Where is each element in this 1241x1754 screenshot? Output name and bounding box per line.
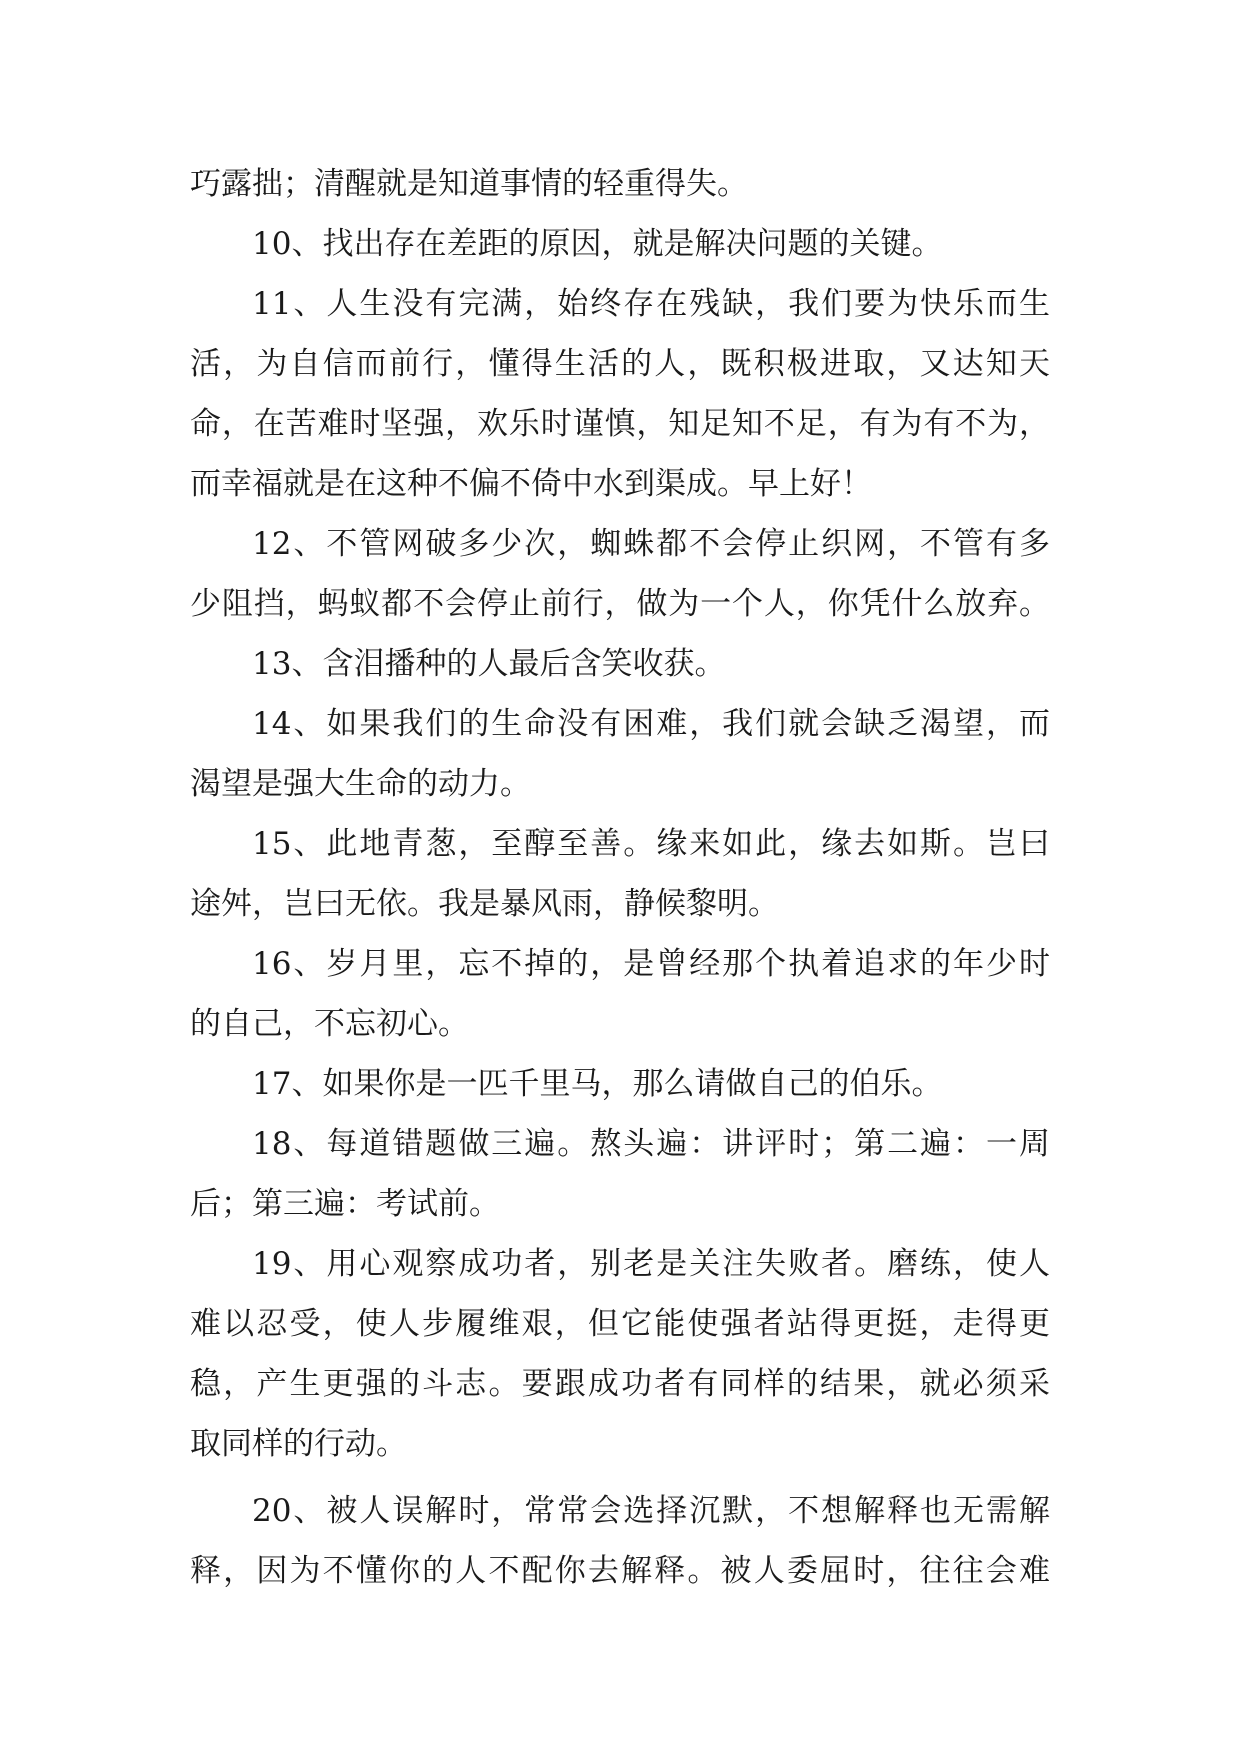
document-body <box>190 154 1050 1601</box>
text-line: 17、如果你是一匹千里马，那么请做自己的伯乐。 <box>252 1066 943 1102</box>
text-line: 的自己，不忘初心。 <box>190 1006 469 1042</box>
text-line: 活，为自信而前行，懂得生活的人，既积极进取，又达知天 <box>190 346 1050 382</box>
text-line: 13、含泪播种的人最后含笑收获。 <box>252 646 726 682</box>
text-line: 难以忍受，使人步履维艰，但它能使强者站得更挺，走得更 <box>190 1306 1050 1342</box>
text-line: 14、如果我们的生命没有困难，我们就会缺乏渴望，而 <box>252 706 1050 742</box>
text-line: 15、此地青葱，至醇至善。缘来如此，缘去如斯。岂曰 <box>252 826 1050 862</box>
text-line: 12、不管网破多少次，蜘蛛都不会停止织网，不管有多 <box>252 526 1050 562</box>
text-line: 途舛，岂曰无依。我是暴风雨，静候黎明。 <box>190 886 779 922</box>
text-line: 10、找出存在差距的原因，就是解决问题的关键。 <box>252 226 943 262</box>
text-line: 20、被人误解时，常常会选择沉默，不想解释也无需解 <box>252 1493 1050 1529</box>
text-line: 后；第三遍：考试前。 <box>190 1186 500 1222</box>
text-line: 11、人生没有完满，始终存在残缺，我们要为快乐而生 <box>252 286 1050 322</box>
text-line: 取同样的行动。 <box>190 1426 407 1462</box>
text-line: 16、岁月里，忘不掉的，是曾经那个执着追求的年少时 <box>252 946 1050 982</box>
text-line: 巧露拙；清醒就是知道事情的轻重得失。 <box>190 166 748 202</box>
text-line: 命，在苦难时坚强，欢乐时谨慎，知足知不足，有为有不为， <box>190 406 1050 442</box>
text-line: 19、用心观察成功者，别老是关注失败者。磨练，使人 <box>252 1246 1050 1282</box>
text-line: 释，因为不懂你的人不配你去解释。被人委屈时，往往会难 <box>190 1553 1050 1589</box>
text-line: 渴望是强大生命的动力。 <box>190 766 531 802</box>
text-line: 而幸福就是在这种不偏不倚中水到渠成。早上好！ <box>190 466 872 502</box>
text-line: 稳，产生更强的斗志。要跟成功者有同样的结果，就必须采 <box>190 1366 1050 1402</box>
text-line: 少阻挡，蚂蚁都不会停止前行，做为一个人，你凭什么放弃。 <box>190 586 1050 622</box>
text-line: 18、每道错题做三遍。熬头遍：讲评时；第二遍：一周 <box>252 1126 1050 1162</box>
